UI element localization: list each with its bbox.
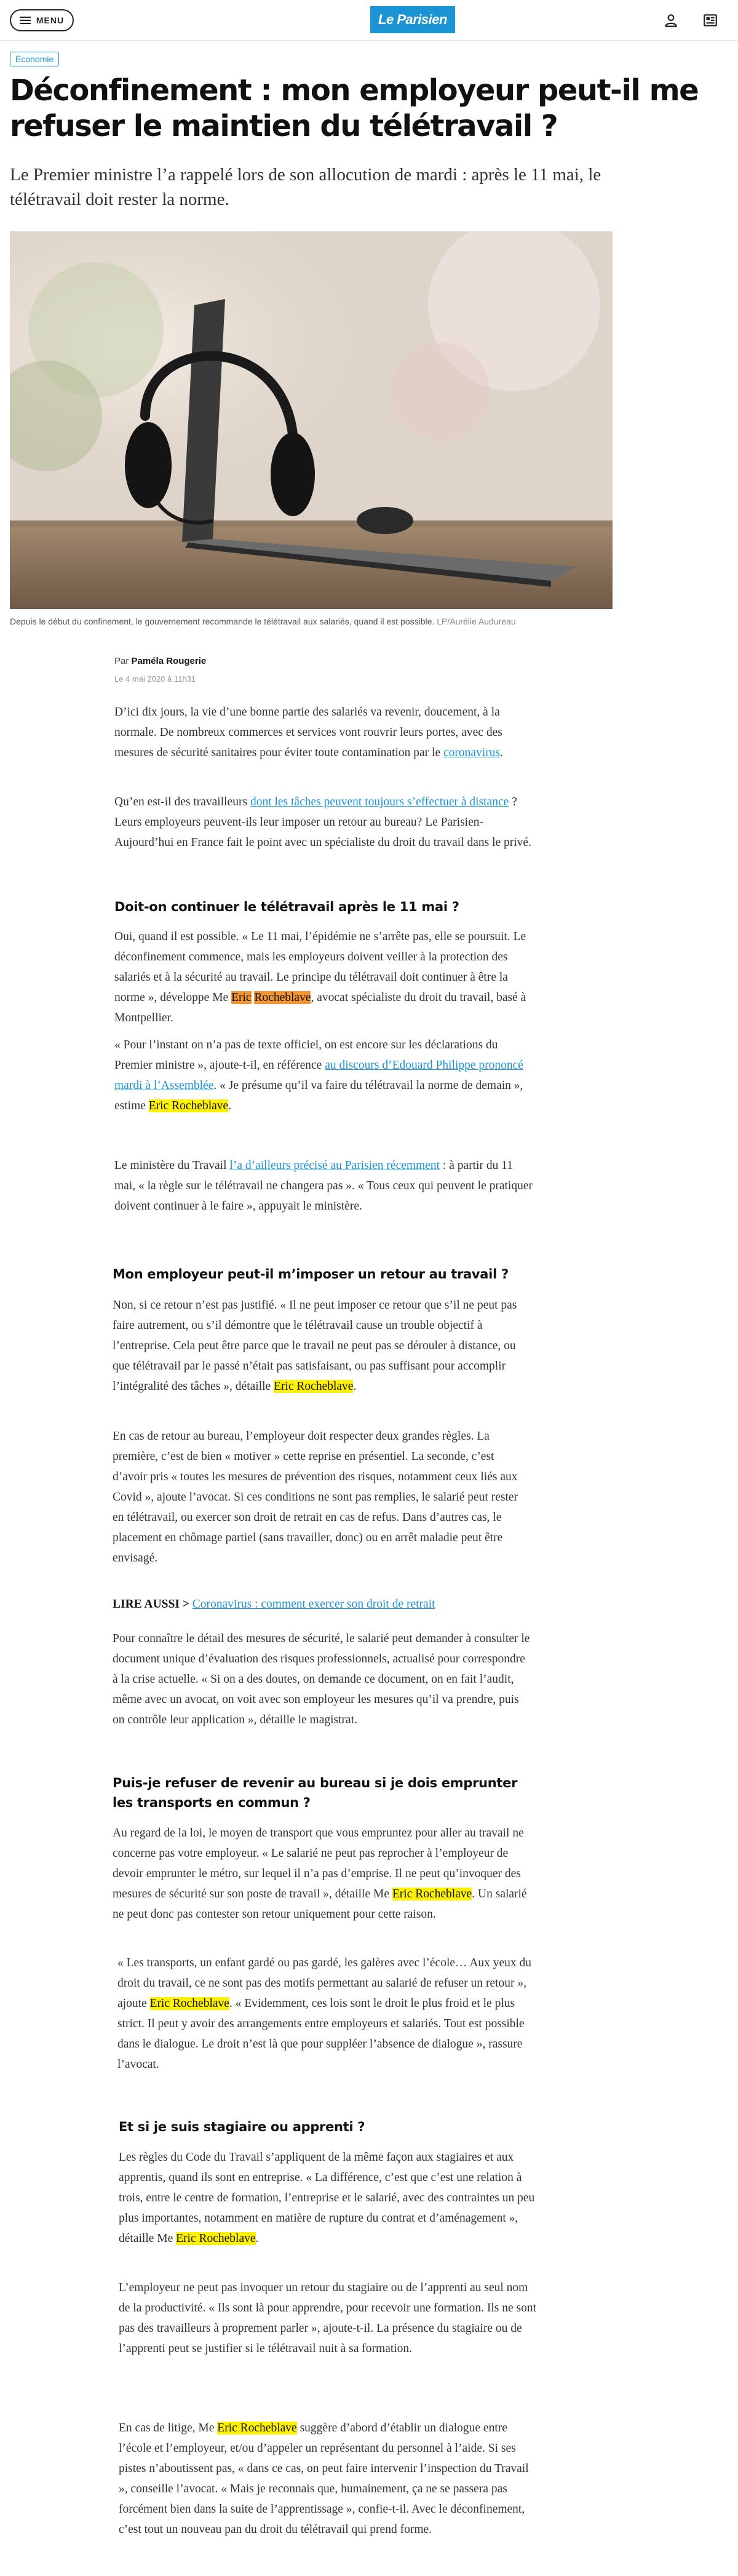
byline-prefix: Par bbox=[114, 656, 129, 666]
paragraph-2 bbox=[114, 792, 533, 853]
distance-tasks-link[interactable]: dont les tâches peuvent toujours s’effectuer à distance bbox=[250, 796, 509, 808]
highlighted-name: Eric Rocheblave bbox=[148, 1099, 229, 1112]
section-heading-4: Et si je suis stagiaire ou apprenti ? bbox=[119, 2119, 365, 2134]
paragraph-text: . « Je présume qu’il va faire du télétravail la norme de demain », estime bbox=[114, 1079, 523, 1112]
author-link[interactable]: Paméla Rougerie bbox=[131, 656, 207, 666]
paragraph-9 bbox=[113, 1823, 531, 1924]
newspaper-icon[interactable] bbox=[702, 12, 718, 28]
paragraph-7: En cas de retour au bureau, l’employeur doit respecter deux grandes règles. La première, c’est de bien « motiver » cette reprise en présentiel. La seconde, c’est d’avoir pris « toutes les mesures de prévention des risques, notamment ceux liés aux Covid », ajoute l’avocat. Si ces conditions ne sont pas remplies, le salarié peut rester en télétravail, ou exercer son droit de retrait en cas de refus. Dans d’autres cas, le placement en chômage partiel (sans travailler, donc) ou en arrêt maladie peut être envisagé. bbox=[113, 1430, 518, 1565]
paragraph-12: L’employeur ne peut pas invoquer un retour du stagiaire ou de l’apprenti au seul nom de la productivité. « Ils sont là pour apprendre, pour recevoir une formation. Ils ne sont pas des travailleurs à proprement parler », ajoute-t-il. La présence du stagiaire ou de l’apprenti peut se justifier si le télétravail nuit à sa formation. bbox=[119, 2281, 537, 2355]
paragraph-text: Au regard de la loi, le moyen de transport que vous empruntez pour aller au travail ne concerne pas votre employeur. « Le salarié ne peut pas reprocher à l’employeur de devoir emprunter le métro, sur lequel il n’a pas d’emprise. Il ne peut qu’invoquer des mesures de sécurité sur son poste de travail », détaille Me bbox=[113, 1827, 524, 1900]
section-heading-1: Doit-on continuer le télétravail après le 11 mai ? bbox=[114, 899, 459, 914]
paragraph-text: . bbox=[500, 746, 503, 759]
byline bbox=[114, 656, 206, 666]
hero-image bbox=[10, 231, 613, 609]
paragraph-text: ? Leurs employeurs peuvent-ils leur imposer un retour au bureau? Le Parisien-Aujourd’hui en France fait le point avec un spécialiste du droit du travail dans le privé. bbox=[114, 796, 531, 849]
paragraph-10 bbox=[117, 1953, 536, 2075]
philippe-speech-link[interactable]: au discours d’Edouard Philippe prononcé mardi à l’Assemblée bbox=[114, 1059, 523, 1092]
read-also-link[interactable]: Coronavirus : comment exercer son droit de retrait bbox=[192, 1598, 435, 1611]
ministry-statement-link[interactable]: l’a d’ailleurs précisé au Parisien récemment bbox=[229, 1159, 440, 1172]
paragraph-text: . bbox=[228, 1099, 232, 1112]
paragraph-text: Le ministère du Travail bbox=[114, 1159, 227, 1172]
image-caption bbox=[10, 616, 613, 626]
paragraph-3 bbox=[114, 927, 533, 1028]
paragraph-text: . bbox=[255, 2232, 259, 2245]
section-heading-3: Puis-je refuser de revenir au bureau si je dois emprunter les transports en commun ? bbox=[113, 1776, 518, 1810]
read-also bbox=[113, 1594, 531, 1614]
site-header bbox=[0, 0, 738, 41]
article-title: Déconfinement : mon employeur peut-il me refuser le maintien du télétravail ? bbox=[10, 73, 699, 143]
article-lede: Le Premier ministre l’a rappelé lors de son allocution de mardi : après le 11 mai, le télétravail doit rester la norme. bbox=[10, 165, 601, 209]
highlighted-name: Eric Rocheblave bbox=[274, 1380, 354, 1393]
coronavirus-link[interactable]: coronavirus bbox=[443, 746, 501, 759]
paragraph-text: En cas de litige, Me bbox=[119, 2422, 215, 2434]
logo-text: Le Parisien bbox=[378, 12, 447, 27]
highlighted-name: Eric Rocheblave bbox=[217, 2422, 297, 2434]
highlighted-name: Eric Rocheblave bbox=[149, 1997, 229, 2010]
paragraph-text: . bbox=[353, 1380, 357, 1393]
paragraph-text: . Un salarié ne peut donc pas contester son retour uniquement pour cette raison. bbox=[113, 1888, 527, 1921]
menu-button[interactable] bbox=[10, 9, 74, 31]
site-logo[interactable] bbox=[370, 6, 455, 33]
paragraph-5 bbox=[114, 1155, 533, 1216]
user-icon[interactable] bbox=[663, 12, 679, 28]
paragraph-text: . « Evidemment, ces lois sont le droit le plus froid et le plus strict. Il peut y avoir des arrangements entre employeurs et salariés. Tout est possible dans le dialogue. Le droit n’est là que pour suppléer l’absence de dialogue », rassure l’avocat. bbox=[117, 1997, 525, 2071]
paragraph-6 bbox=[113, 1295, 531, 1397]
highlighted-name: Eric bbox=[231, 991, 252, 1004]
section-heading-2: Mon employeur peut-il m’imposer un retour au travail ? bbox=[113, 1267, 509, 1282]
menu-label: MENU bbox=[36, 15, 65, 25]
paragraph-text: Non, si ce retour n’est pas justifié. « Il ne peut imposer ce retour que s’il ne peut pas faire autrement, ou s’il démontre que le télétravail cause un trouble objectif à l’entreprise. Cela peut être parce que le travail ne peut pas se dérouler à distance, ou que télétravail par le passé n’était pas satisfaisant, ou pas suffisant pour accomplir l’intégralité des tâches », détaille bbox=[113, 1299, 517, 1393]
paragraph-text: : à partir du 11 mai, « la règle sur le télétravail ne changera pas ». « Tous ceux qui peuvent le pratiquer doivent continuer à le faire », appuyait le ministère. bbox=[114, 1159, 533, 1213]
paragraph-text: « Les transports, un enfant gardé ou pas gardé, les galères avec l’école… Aux yeux du droit du travail, ce ne sont pas des motifs permettant au salarié de refuser un retour », ajoute bbox=[117, 1956, 532, 2010]
publish-date: Le 4 mai 2020 à 11h31 bbox=[114, 674, 196, 684]
highlighted-name: Rocheblave bbox=[254, 991, 311, 1004]
caption-credit: LP/Aurélie Audureau bbox=[437, 616, 516, 626]
caption-text: Depuis le début du confinement, le gouvernement recommande le télétravail aux salariés, quand il est possible. bbox=[10, 616, 435, 626]
paragraph-text: , avocat spécialiste du droit du travail, basé à Montpellier. bbox=[114, 991, 526, 1024]
read-also-label: LIRE AUSSI > bbox=[113, 1598, 189, 1611]
paragraph-4 bbox=[114, 1035, 533, 1116]
hamburger-icon bbox=[20, 17, 31, 24]
highlighted-name: Eric Rocheblave bbox=[176, 2232, 256, 2245]
paragraph-8: Pour connaître le détail des mesures de sécurité, le salarié peut demander à consulter le document unique d’évaluation des risques professionnels, actualisé pour correspondre à la crise actuelle. « Si on a des doutes, on demande ce document, on en fait l’audit, même avec un avocat, on voit avec son employeur les mesures qu’il va prendre, puis on contrôle leur application », détaille le magistrat. bbox=[113, 1632, 530, 1726]
paragraph-1 bbox=[114, 702, 533, 763]
paragraph-13 bbox=[119, 2418, 537, 2540]
paragraph-text: D’ici dix jours, la vie d’une bonne partie des salariés va revenir, doucement, à la normale. De nombreux commerces et services vont rouvrir leurs portes, avec des mesures de sécurité sanitaires pour éviter toute contamination par le bbox=[114, 706, 502, 759]
paragraph-text: Oui, quand il est possible. « Le 11 mai, l’épidémie ne s’arrête pas, elle se poursuit. Le déconfinement commence, mais les employeurs doivent veiller à la protection des salariés et à la sécurité au travail. Le principe du télétravail doit continuer à être la norme », développe Me bbox=[114, 930, 526, 1004]
paragraph-text: « Pour l’instant on n’a pas de texte officiel, on est encore sur les déclarations du Premier ministre », ajoute-t-il, en référence bbox=[114, 1039, 498, 1072]
highlighted-name: Eric Rocheblave bbox=[392, 1888, 472, 1900]
headset-laptop-illustration bbox=[10, 231, 613, 609]
rubric-tag[interactable]: Économie bbox=[10, 52, 59, 66]
paragraph-11 bbox=[119, 2147, 537, 2249]
paragraph-text: suggère d’abord d’établir un dialogue entre l’école et l’employeur, et/ou d’appeler un représentant du personnel à l’aide. Si ses pistes n’aboutissent pas, « dans ce cas, on peut faire intervenir l’inspection du Travail », conseille l’avocat. « Mais je reconnais que, humainement, ça ne se passera pas forcément bien dans la suite de l’apprentissage », confie-t-il. Avec le déconfinement, c’est tout un nouveau pan du droit du télétravail qui prend forme. bbox=[119, 2422, 529, 2536]
paragraph-text: Les règles du Code du Travail s’appliquent de la même façon aux stagiaires et aux apprentis, quand ils sont en entreprise. « La différence, c’est que c’est une relation à trois, entre le centre de formation, l’entreprise et le salarié, avec des contraintes un peu plus importantes, notamment en matière de rupture du contrat et d’aménagement », détaille Me bbox=[119, 2151, 535, 2245]
paragraph-text: Qu’en est-il des travailleurs bbox=[114, 796, 248, 808]
